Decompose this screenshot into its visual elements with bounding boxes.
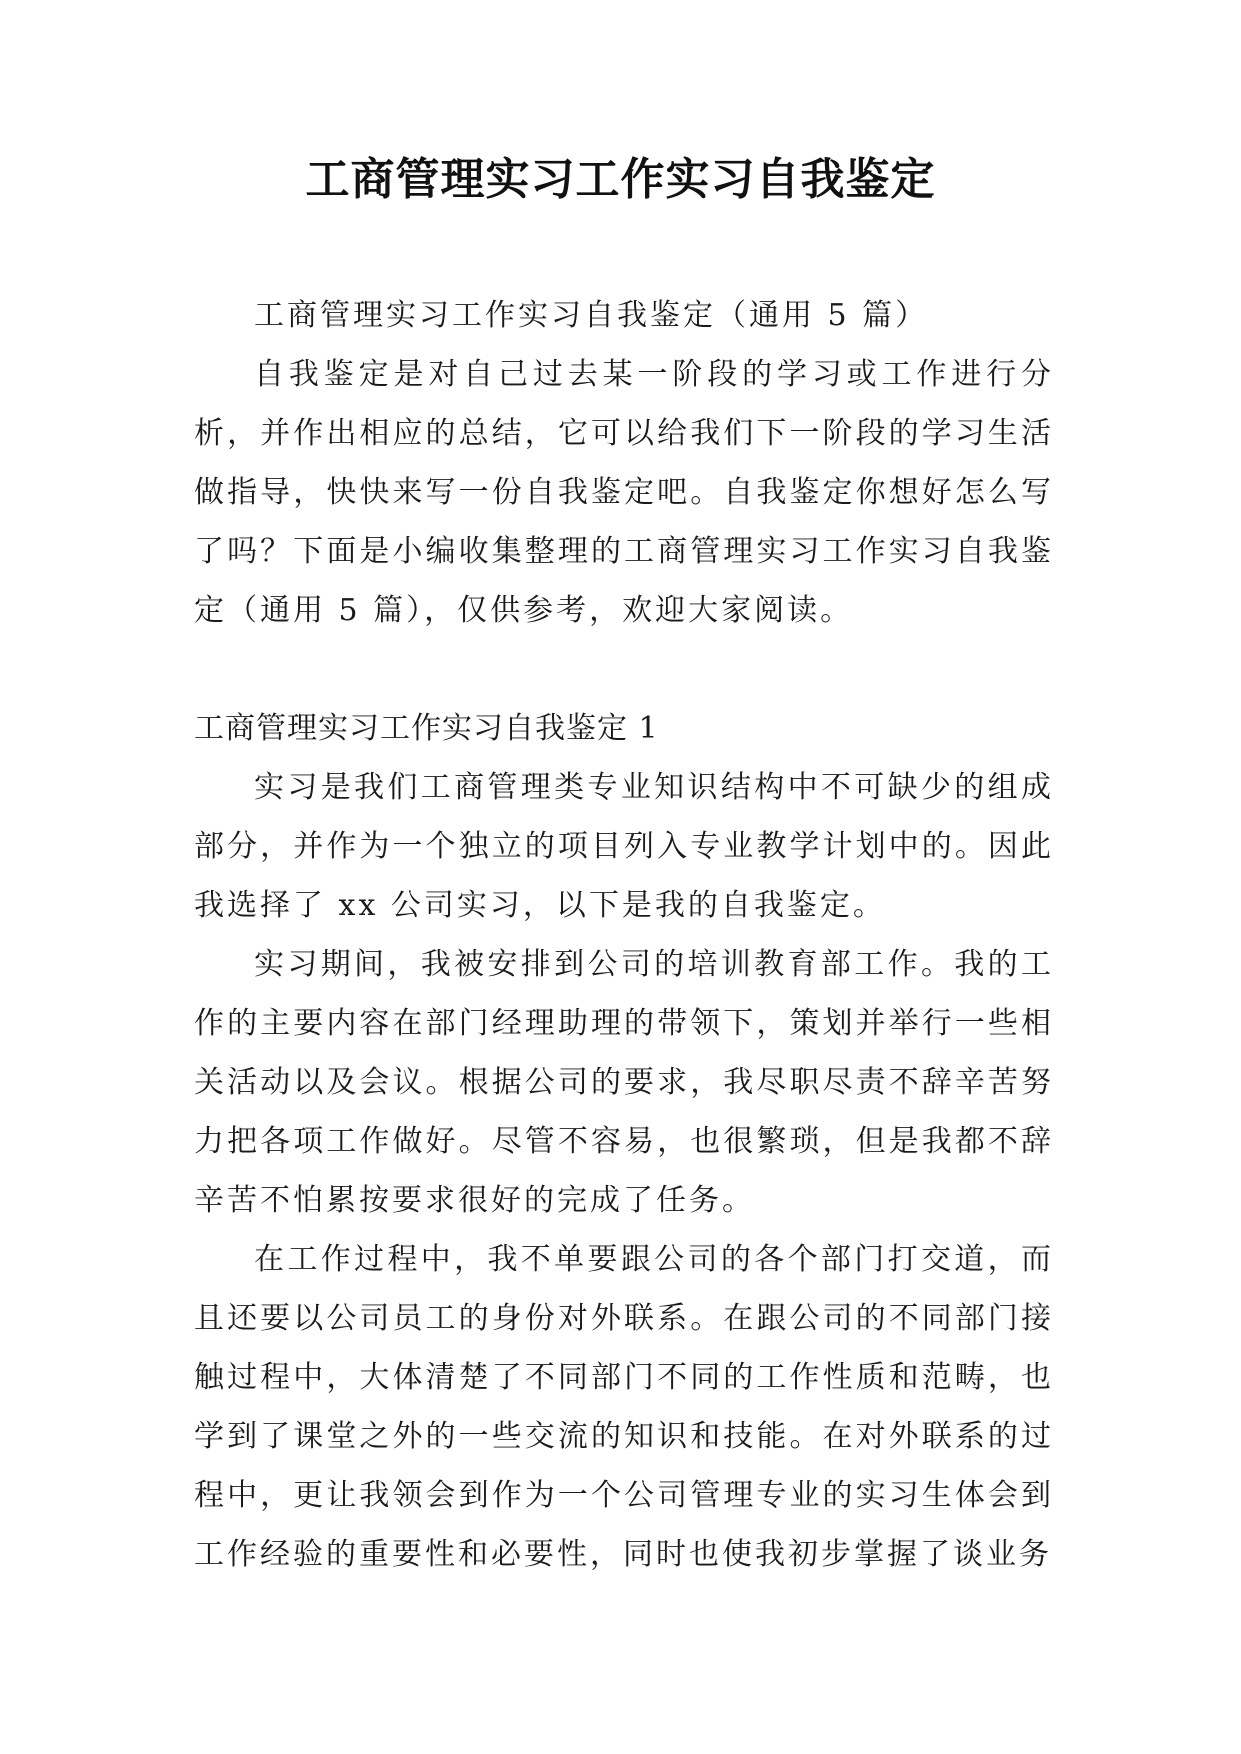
document-subtitle: 工商管理实习工作实习自我鉴定（通用 5 篇） [254,298,929,333]
intro-paragraph: 自我鉴定是对自己过去某一阶段的学习或工作进行分析，并作出相应的总结，它可以给我们下一阶段的学习生活做指导，快快来写一份自我鉴定吧。自我鉴定你想好怎么写了吗？下面是小编收集整理的工商管理实习工作实习自我鉴定（通用 5 篇），仅供参考，欢迎大家阅读。 [194,357,1054,628]
section-paragraph-1: 实习是我们工商管理类专业知识结构中不可缺少的组成部分，并作为一个独立的项目列入专业教学计划中的。因此我选择了 xx 公司实习，以下是我的自我鉴定。 [194,770,1054,923]
section-spacer [194,640,1054,699]
section-paragraph-3: 在工作过程中，我不单要跟公司的各个部门打交道，而且还要以公司员工的身份对外联系。在跟公司的不同部门接触过程中，大体清楚了不同部门不同的工作性质和范畴，也学到了课堂之外的一些交流的知识和技能。在对外联系的过程中，更让我领会到作为一个公司管理专业的实习生体会到工作经验的重要性和必要性，同时也使我初步掌握了谈业务 [194,1242,1054,1572]
document-title: 工商管理实习工作实习自我鉴定 [305,154,936,205]
section-heading: 工商管理实习工作实习自我鉴定 1 [194,711,659,746]
section-paragraph-2: 实习期间，我被安排到公司的培训教育部工作。我的工作的主要内容在部门经理助理的带领下，策划并举行一些相关活动以及会议。根据公司的要求，我尽职尽责不辞辛苦努力把各项工作做好。尽管不容易，也很繁琐，但是我都不辞辛苦不怕累按要求很好的完成了任务。 [194,947,1054,1218]
document-body [194,286,1054,1584]
